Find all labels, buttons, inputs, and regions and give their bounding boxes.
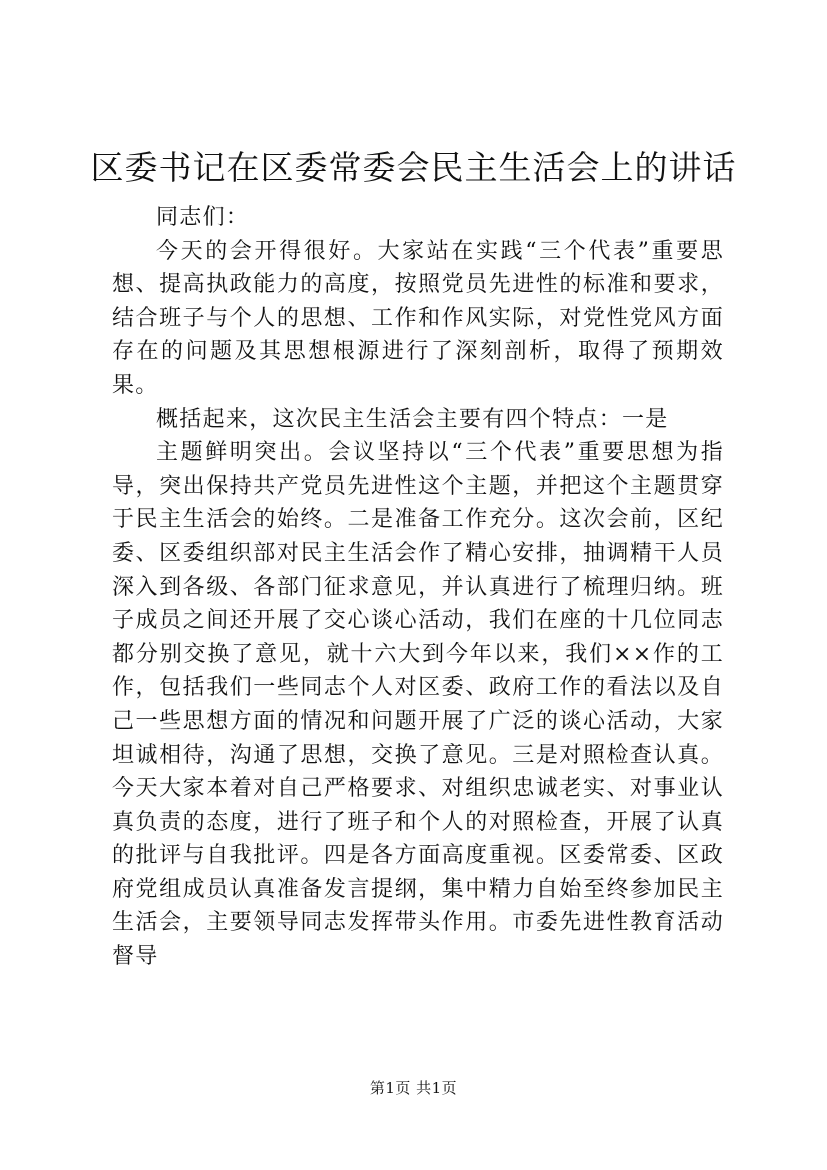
- document-body: [112, 201, 724, 974]
- salutation: 同志们：: [156, 205, 250, 230]
- document-title: 区委书记在区委常委会民主生活会上的讲话: [90, 148, 737, 187]
- paragraph-1: 今天的会开得很好。大家站在实践“三个代表”重要思想、提高执政能力的高度，按照党员先进性的标准和要求，结合班子与个人的思想、工作和作风实际，对党性党风方面存在的问题及其思想根源进行了深刻剖析，取得了预期效果。: [112, 238, 724, 398]
- paragraph-3: 主题鲜明突出。会议坚持以“三个代表”重要思想为指导，突出保持共产党员先进性这个主题，并把这个主题贯穿于民主生活会的始终。二是准备工作充分。这次会前，区纪委、区委组织部对民主生活会作了精心安排，抽调精干人员深入到各级、各部门征求意见，并认真进行了梳理归纳。班子成员之间还开展了交心谈心活动，我们在座的十几位同志都分别交换了意见，就十六大到今年以来，我们××作的工作，包括我们一些同志个人对区委、政府工作的看法以及自己一些思想方面的情况和问题开展了广泛的谈心活动，大家坦诚相待，沟通了思想，交换了意见。三是对照检查认真。今天大家本着对自己严格要求、对组织忠诚老实、对事业认真负责的态度，进行了班子和个人的对照检查，开展了认真的批评与自我批评。四是各方面高度重视。区委常委、区政府党组成员认真准备发言提纲，集中精力自始至终参加民主生活会，主要领导同志发挥带头作用。市委先进性教育活动督导: [112, 440, 724, 970]
- paragraph-2: 概括起来，这次民主生活会主要有四个特点：一是: [156, 406, 669, 432]
- page-footer: 第1页 共1页: [369, 1079, 458, 1097]
